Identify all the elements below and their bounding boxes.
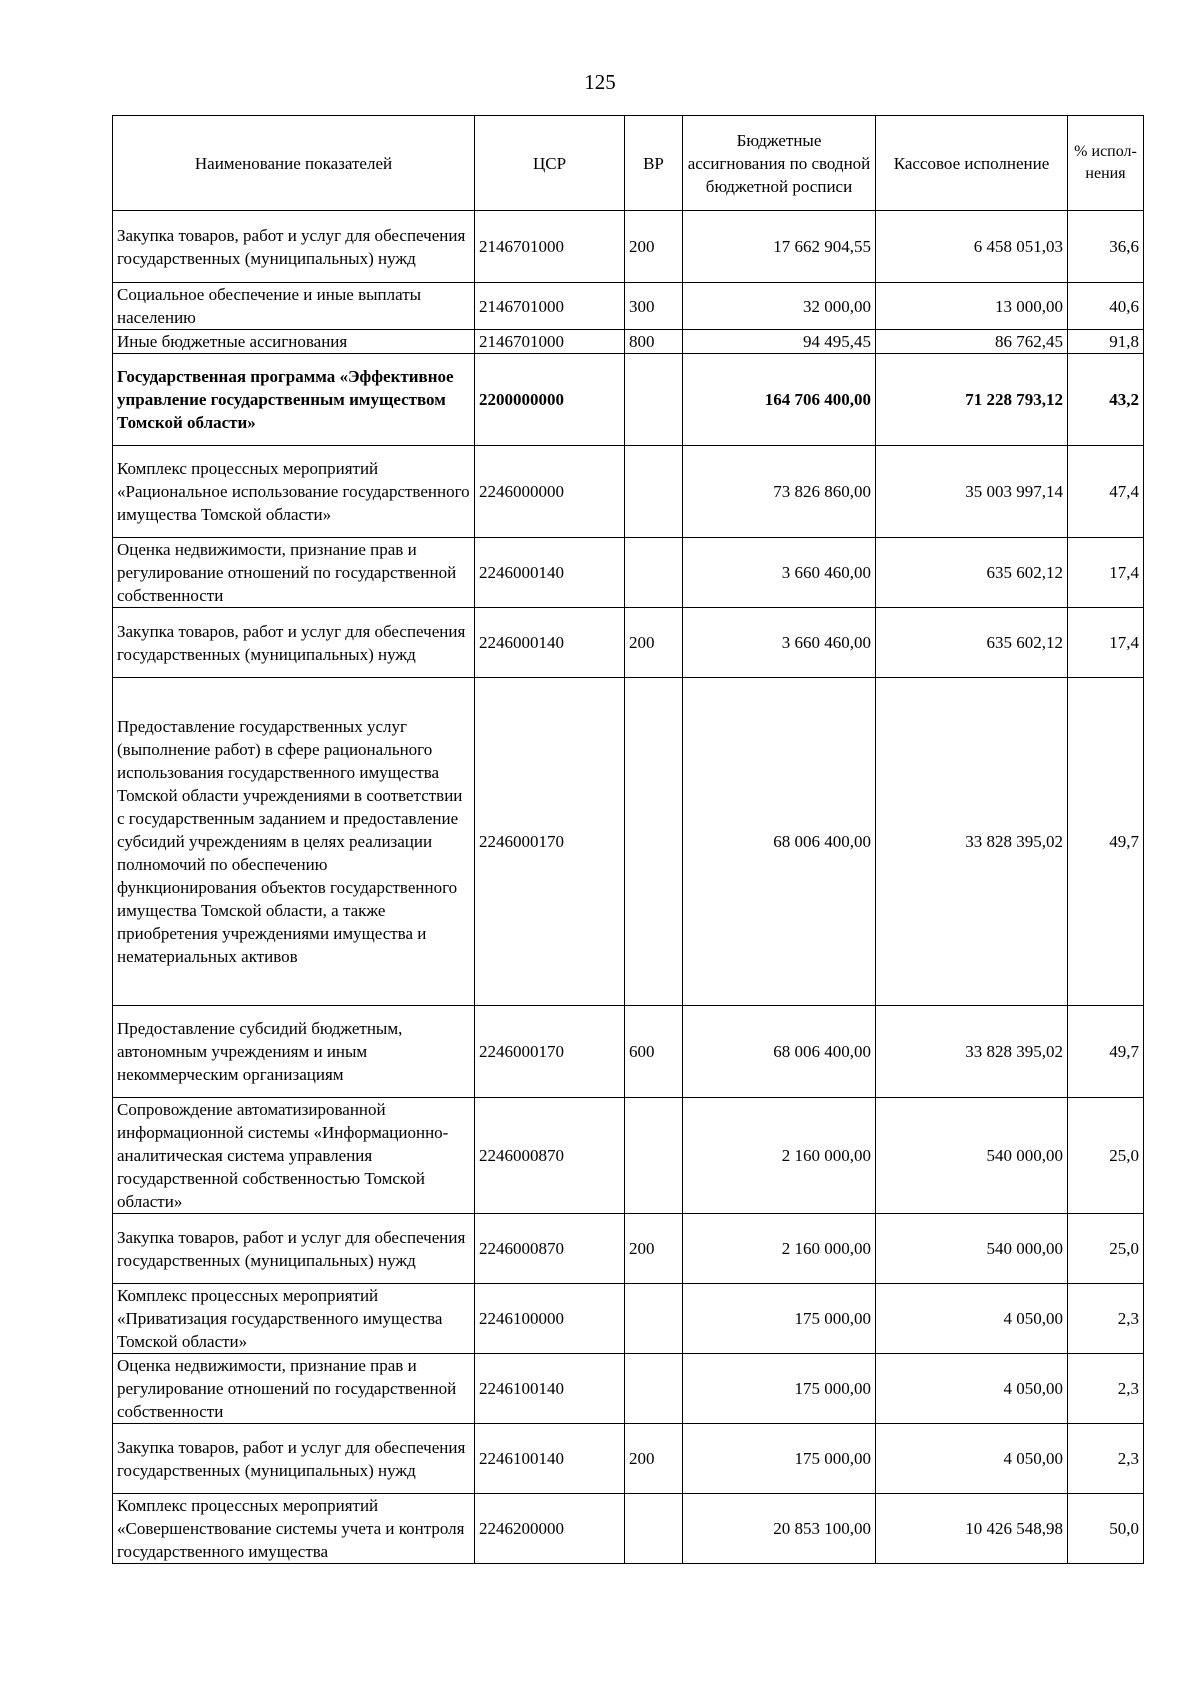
header-csr: ЦСР — [475, 116, 625, 211]
row-name: Закупка товаров, работ и услуг для обеспечения государственных (муниципальных) нужд — [113, 211, 475, 283]
row-vr — [625, 538, 683, 608]
row-pct: 47,4 — [1068, 446, 1144, 538]
row-csr: 2246100140 — [475, 1354, 625, 1424]
row-vr: 300 — [625, 283, 683, 330]
table-row — [113, 538, 1144, 608]
table-row — [113, 330, 1144, 354]
row-name: Комплекс процессных мероприятий «Рациональное использование государственного имущества Томской области» — [113, 446, 475, 538]
table-row — [113, 283, 1144, 330]
table-row — [113, 1006, 1144, 1098]
row-csr: 2246000140 — [475, 538, 625, 608]
row-name: Сопровождение автоматизированной информационной системы «Информационно-аналитическая система управления государственной собственностью Томской области» — [113, 1098, 475, 1214]
row-name: Социальное обеспечение и иные выплаты населению — [113, 283, 475, 330]
row-vr: 200 — [625, 608, 683, 678]
budget-execution-table — [112, 115, 1144, 1564]
row-budget: 2 160 000,00 — [683, 1098, 876, 1214]
row-pct: 25,0 — [1068, 1098, 1144, 1214]
header-budget: Бюджетные ассигнования по сводной бюджетной росписи — [683, 116, 876, 211]
table-row — [113, 211, 1144, 283]
row-csr: 2246100000 — [475, 1284, 625, 1354]
row-csr: 2246000170 — [475, 1006, 625, 1098]
header-vr: ВР — [625, 116, 683, 211]
row-name: Иные бюджетные ассигнования — [113, 330, 475, 354]
row-cash: 4 050,00 — [876, 1284, 1068, 1354]
row-name: Оценка недвижимости, признание прав и регулирование отношений по государственной собственности — [113, 538, 475, 608]
row-csr: 2246000000 — [475, 446, 625, 538]
row-pct: 17,4 — [1068, 608, 1144, 678]
row-cash: 13 000,00 — [876, 283, 1068, 330]
row-budget: 68 006 400,00 — [683, 1006, 876, 1098]
row-cash: 35 003 997,14 — [876, 446, 1068, 538]
row-pct: 2,3 — [1068, 1424, 1144, 1494]
row-vr — [625, 1284, 683, 1354]
row-budget: 175 000,00 — [683, 1424, 876, 1494]
row-pct: 17,4 — [1068, 538, 1144, 608]
row-vr — [625, 1098, 683, 1214]
table-header-row — [113, 116, 1144, 211]
table-row — [113, 1098, 1144, 1214]
row-pct: 49,7 — [1068, 678, 1144, 1006]
row-name: Закупка товаров, работ и услуг для обеспечения государственных (муниципальных) нужд — [113, 1214, 475, 1284]
row-csr: 2246000140 — [475, 608, 625, 678]
row-cash: 540 000,00 — [876, 1098, 1068, 1214]
row-budget: 94 495,45 — [683, 330, 876, 354]
row-cash: 4 050,00 — [876, 1424, 1068, 1494]
table-row — [113, 1214, 1144, 1284]
table-row — [113, 1284, 1144, 1354]
row-cash: 33 828 395,02 — [876, 678, 1068, 1006]
row-budget: 73 826 860,00 — [683, 446, 876, 538]
row-budget: 164 706 400,00 — [683, 354, 876, 446]
row-pct: 36,6 — [1068, 211, 1144, 283]
row-pct: 2,3 — [1068, 1354, 1144, 1424]
row-csr: 2146701000 — [475, 330, 625, 354]
header-cash: Кассовое исполнение — [876, 116, 1068, 211]
table-row — [113, 1494, 1144, 1564]
row-csr: 2200000000 — [475, 354, 625, 446]
row-pct: 50,0 — [1068, 1494, 1144, 1564]
row-vr: 200 — [625, 211, 683, 283]
row-name: Закупка товаров, работ и услуг для обеспечения государственных (муниципальных) нужд — [113, 1424, 475, 1494]
row-budget: 68 006 400,00 — [683, 678, 876, 1006]
row-csr: 2246200000 — [475, 1494, 625, 1564]
row-budget: 175 000,00 — [683, 1354, 876, 1424]
header-name: Наименование показателей — [113, 116, 475, 211]
row-budget: 2 160 000,00 — [683, 1214, 876, 1284]
row-budget: 175 000,00 — [683, 1284, 876, 1354]
row-vr — [625, 1494, 683, 1564]
row-cash: 10 426 548,98 — [876, 1494, 1068, 1564]
row-csr: 2146701000 — [475, 283, 625, 330]
table-row — [113, 354, 1144, 446]
row-cash: 540 000,00 — [876, 1214, 1068, 1284]
row-pct: 49,7 — [1068, 1006, 1144, 1098]
row-budget: 3 660 460,00 — [683, 608, 876, 678]
row-cash: 86 762,45 — [876, 330, 1068, 354]
row-vr: 200 — [625, 1424, 683, 1494]
page-number: 125 — [584, 70, 616, 94]
row-pct: 25,0 — [1068, 1214, 1144, 1284]
table-row — [113, 608, 1144, 678]
row-vr: 600 — [625, 1006, 683, 1098]
row-pct: 2,3 — [1068, 1284, 1144, 1354]
row-budget: 3 660 460,00 — [683, 538, 876, 608]
row-vr — [625, 446, 683, 538]
row-cash: 635 602,12 — [876, 538, 1068, 608]
row-vr — [625, 354, 683, 446]
row-cash: 6 458 051,03 — [876, 211, 1068, 283]
row-cash: 4 050,00 — [876, 1354, 1068, 1424]
row-vr: 200 — [625, 1214, 683, 1284]
row-cash: 33 828 395,02 — [876, 1006, 1068, 1098]
table-row — [113, 446, 1144, 538]
row-budget: 32 000,00 — [683, 283, 876, 330]
table-row — [113, 1354, 1144, 1424]
row-vr — [625, 1354, 683, 1424]
row-name: Государственная программа «Эффективное управление государственным имуществом Томской области» — [113, 354, 475, 446]
row-vr — [625, 678, 683, 1006]
row-csr: 2146701000 — [475, 211, 625, 283]
row-name: Оценка недвижимости, признание прав и регулирование отношений по государственной собственности — [113, 1354, 475, 1424]
table-row — [113, 1424, 1144, 1494]
row-cash: 71 228 793,12 — [876, 354, 1068, 446]
row-name: Предоставление государственных услуг (выполнение работ) в сфере рационального использования государственного имущества Томской области учреждениями в соответствии с государственным заданием и предоставление субсидий учреждениям в целях реализации полномочий по обеспечению функционирования объектов государственного имущества Томской области, а также приобретения учреждениями имущества и нематериальных активов — [113, 678, 475, 1006]
row-csr: 2246000170 — [475, 678, 625, 1006]
row-pct: 43,2 — [1068, 354, 1144, 446]
header-pct: % испол-нения — [1068, 116, 1144, 211]
row-pct: 40,6 — [1068, 283, 1144, 330]
table-row — [113, 678, 1144, 1006]
row-name: Закупка товаров, работ и услуг для обеспечения государственных (муниципальных) нужд — [113, 608, 475, 678]
row-budget: 17 662 904,55 — [683, 211, 876, 283]
row-name: Комплекс процессных мероприятий «Приватизация государственного имущества Томской области» — [113, 1284, 475, 1354]
row-name: Комплекс процессных мероприятий «Совершенствование системы учета и контроля государственного имущества — [113, 1494, 475, 1564]
row-pct: 91,8 — [1068, 330, 1144, 354]
row-csr: 2246000870 — [475, 1098, 625, 1214]
row-vr: 800 — [625, 330, 683, 354]
row-budget: 20 853 100,00 — [683, 1494, 876, 1564]
row-csr: 2246100140 — [475, 1424, 625, 1494]
row-name: Предоставление субсидий бюджетным, автономным учреждениям и иным некоммерческим организациям — [113, 1006, 475, 1098]
row-csr: 2246000870 — [475, 1214, 625, 1284]
row-cash: 635 602,12 — [876, 608, 1068, 678]
